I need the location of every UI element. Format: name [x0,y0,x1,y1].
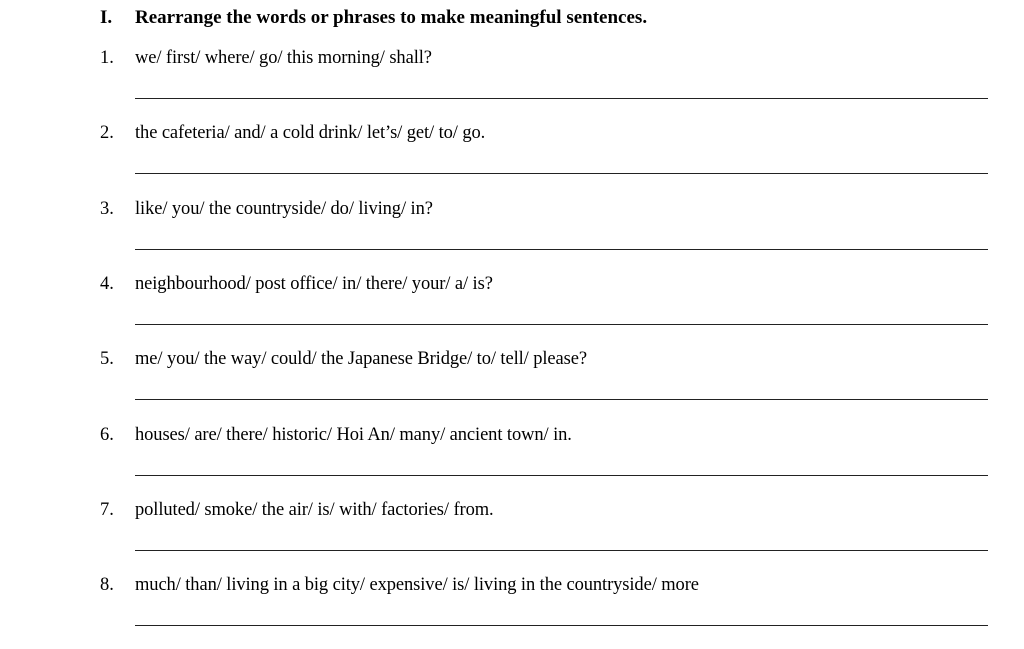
answer-line [135,98,988,99]
answer-line [135,550,988,551]
item-prompt: neighbourhood/ post office/ in/ there/ your/ a/ is? [135,274,493,294]
exercise-item-4 [100,272,990,348]
item-number: 6. [100,425,114,445]
exercise-item-8 [100,573,990,649]
section-number: I. [100,7,113,28]
item-number: 4. [100,274,114,294]
exercise-item-6 [100,423,990,499]
exercise-item-5 [100,347,990,423]
item-number: 8. [100,575,114,595]
item-prompt: polluted/ smoke/ the air/ is/ with/ factories/ from. [135,500,494,520]
exercise-item-3 [100,197,990,273]
item-prompt: like/ you/ the countryside/ do/ living/ in? [135,199,433,219]
answer-line [135,475,988,476]
item-number: 5. [100,349,114,369]
answer-line [135,173,988,174]
section-instruction: Rearrange the words or phrases to make meaningful sentences. [135,7,648,28]
exercise-item-2 [100,121,990,197]
item-number: 3. [100,199,114,219]
exercise-item-7 [100,498,990,574]
section-heading [100,6,647,30]
item-number: 7. [100,500,114,520]
exercise-item-1 [100,46,990,122]
answer-line [135,399,988,400]
answer-line [135,249,988,250]
item-prompt: much/ than/ living in a big city/ expensive/ is/ living in the countryside/ more [135,575,699,595]
answer-line [135,324,988,325]
item-number: 1. [100,48,114,68]
item-prompt: we/ first/ where/ go/ this morning/ shall? [135,48,432,68]
item-number: 2. [100,123,114,143]
item-prompt: me/ you/ the way/ could/ the Japanese Bridge/ to/ tell/ please? [135,349,587,369]
item-prompt: the cafeteria/ and/ a cold drink/ let’s/ get/ to/ go. [135,123,486,143]
answer-line [135,625,988,626]
item-prompt: houses/ are/ there/ historic/ Hoi An/ many/ ancient town/ in. [135,425,572,445]
